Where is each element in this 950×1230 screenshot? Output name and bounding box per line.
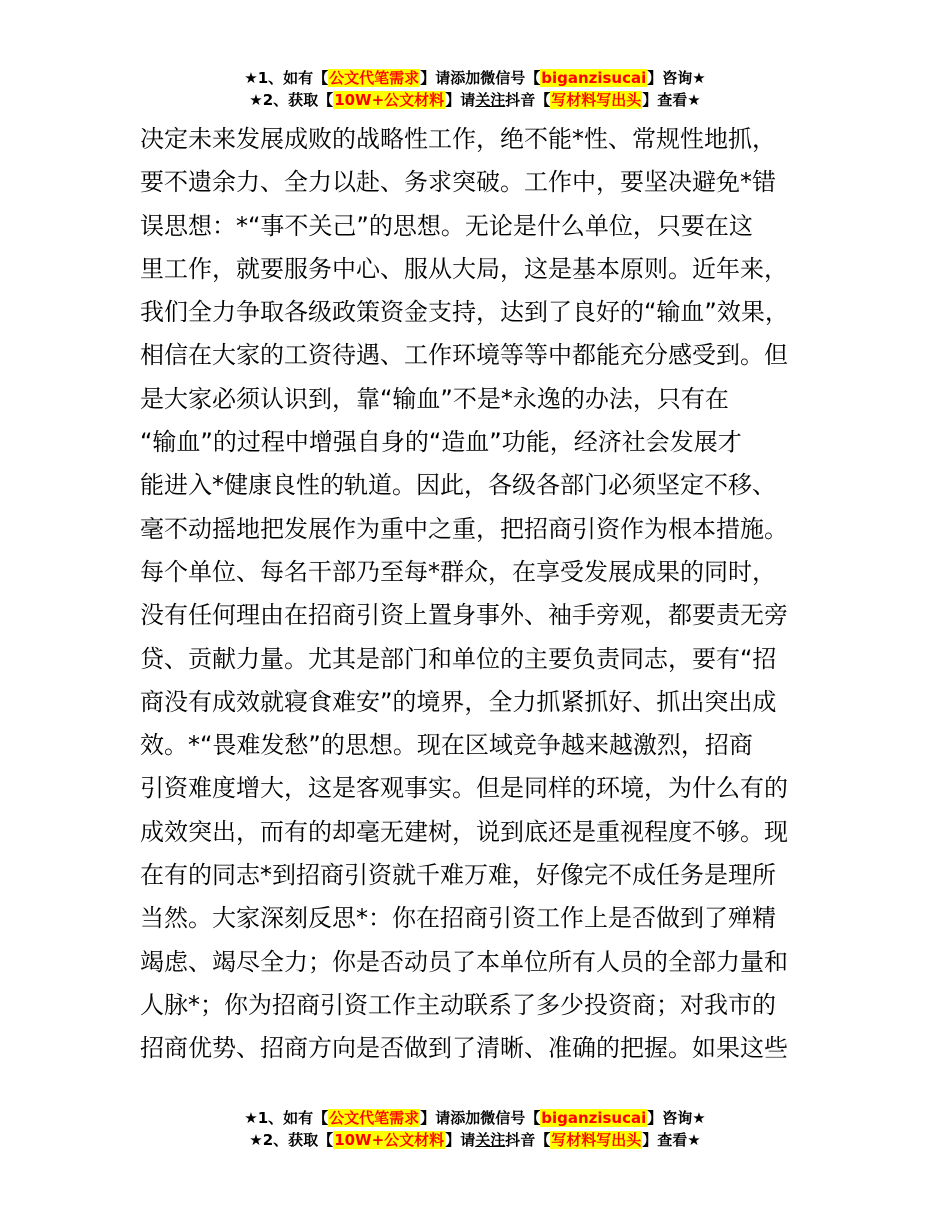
body-line: 商没有成效就寝食难安”的境界，全力抓紧抓好、抓出突出成: [140, 687, 777, 716]
body-line: 没有任何理由在招商引资上置身事外、袖手旁观，都要责无旁: [140, 601, 788, 630]
body-line: 决定未来发展成败的战略性工作，绝不能*性、常规性地抓，: [140, 125, 776, 153]
footer-line-2-middle-b: 抖音【: [505, 1131, 551, 1149]
body-line: 贷、贡献力量。尤其是部门和单位的主要负责同志，要有“招: [140, 644, 777, 673]
body-line: 招商优势、招商方向是否做到了清晰、准确的把握。如果这些: [140, 1034, 788, 1063]
footer-wechat-id: biganzisucai: [541, 1109, 647, 1127]
footer-douyin-account: 写材料写出头: [551, 1131, 642, 1149]
header-line-1-middle: 】请添加微信号【: [420, 69, 541, 87]
body-line: “输血”的过程中增强自身的“造血”功能，经济社会发展才: [140, 428, 742, 457]
body-line: 效。*“畏难发愁”的思想。现在区域竞争越来越激烈，招商: [140, 731, 753, 760]
footer-line-2-highlight-materials: 10W+公文材料: [334, 1131, 445, 1149]
footer-line-2: [0, 1129, 950, 1151]
body-line: 是大家必须认识到，靠“输血”不是*永逸的办法，只有在: [140, 384, 729, 413]
header-line-2-suffix: 】查看★: [642, 91, 701, 109]
footer-line-2-suffix: 】查看★: [642, 1131, 701, 1149]
header-line-2-middle-b: 抖音【: [505, 91, 551, 109]
header-douyin-account: 写材料写出头: [551, 91, 642, 109]
footer-line-2-middle-a: 】请: [445, 1131, 476, 1149]
header-line-2-highlight-materials: 10W+公文材料: [334, 91, 445, 109]
header-line-1-highlight-service: 公文代笔需求: [329, 69, 420, 87]
body-line: 在有的同志*到招商引资就千难万难，好像完不成任务是理所: [140, 861, 776, 890]
body-line: 竭虑、竭尽全力；你是否动员了本单位所有人员的全部力量和: [140, 947, 788, 976]
header-line-2-middle-a: 】请: [445, 91, 476, 109]
body-line: 里工作，就要服务中心、服从大局，这是基本原则。近年来，: [140, 254, 788, 283]
body-line: 人脉*；你为招商引资工作主动联系了多少投资商；对我市的: [140, 990, 776, 1019]
header-banner: [0, 67, 950, 111]
body-line: 当然。大家深刻反思*：你在招商引资工作上是否做到了殚精: [140, 904, 776, 933]
body-line: 引资难度增大，这是客观事实。但是同样的环境，为什么有的: [140, 774, 788, 803]
footer-line-1-prefix: ★1、如有【: [244, 1109, 329, 1127]
footer-line-2-prefix: ★2、获取【: [249, 1131, 334, 1149]
footer-follow-text: 关注: [475, 1131, 506, 1149]
header-wechat-id: biganzisucai: [541, 69, 647, 87]
body-line: 毫不动摇地把发展作为重中之重，把招商引资作为根本措施。: [140, 514, 788, 543]
body-line: 成效突出，而有的却毫无建树，说到底还是重视程度不够。现: [140, 817, 788, 846]
body-line: 能进入*健康良性的轨道。因此，各级各部门必须坚定不移、: [140, 471, 776, 500]
footer-line-1-highlight-service: 公文代笔需求: [329, 1109, 420, 1127]
body-line: 误思想：*“事不关己”的思想。无论是什么单位，只要在这: [140, 211, 753, 240]
header-line-2: [0, 89, 950, 111]
header-line-1-prefix: ★1、如有【: [244, 69, 329, 87]
header-follow-text: 关注: [475, 91, 506, 109]
document-body: [140, 118, 840, 1071]
footer-banner: [0, 1107, 950, 1151]
header-line-2-prefix: ★2、获取【: [249, 91, 334, 109]
footer-line-1-suffix: 】咨询★: [647, 1109, 706, 1127]
header-line-1: [0, 67, 950, 89]
footer-line-1-middle: 】请添加微信号【: [420, 1109, 541, 1127]
body-line: 我们全力争取各级政策资金支持，达到了良好的“输血”效果，: [140, 298, 789, 327]
body-line: 要不遗余力、全力以赴、务求突破。工作中，要坚决避免*错: [140, 168, 776, 197]
footer-line-1: [0, 1107, 950, 1129]
body-line: 相信在大家的工资待遇、工作环境等等中都能充分感受到。但: [140, 341, 788, 370]
header-line-1-suffix: 】咨询★: [647, 69, 706, 87]
body-line: 每个单位、每名干部乃至每*群众，在享受发展成果的同时，: [140, 557, 776, 586]
